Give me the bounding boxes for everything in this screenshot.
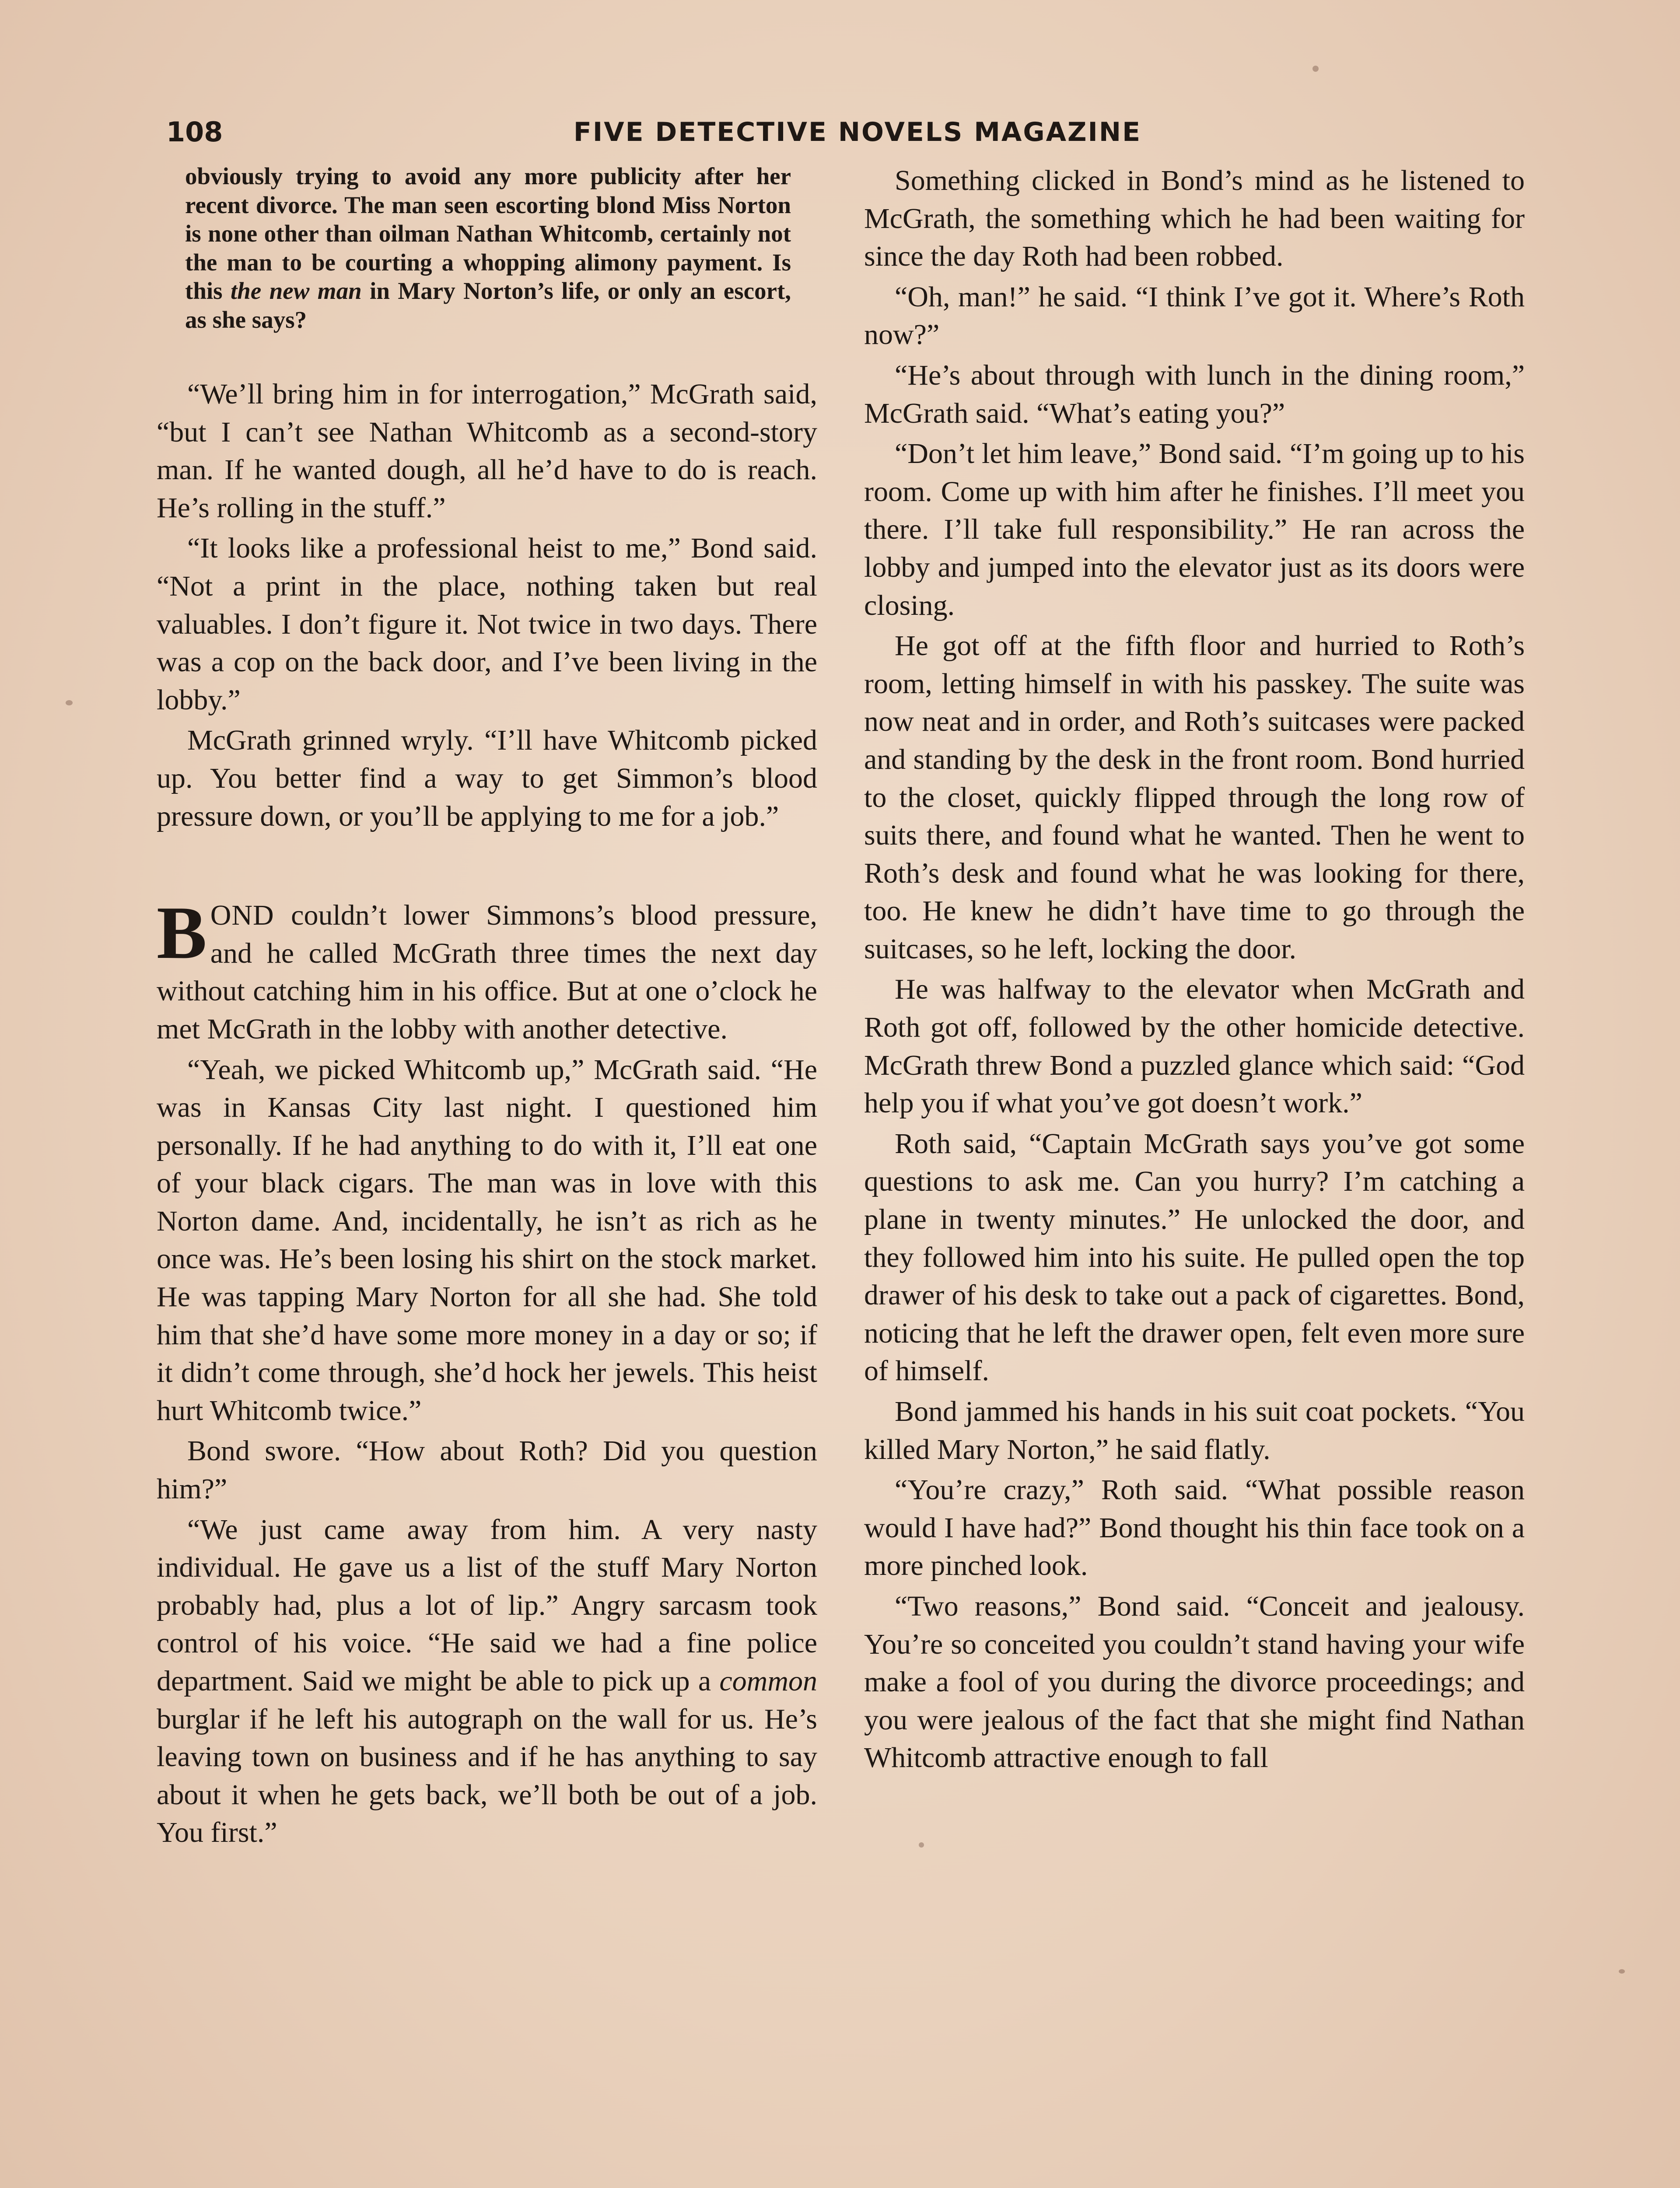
paper-speck bbox=[1619, 1969, 1625, 1974]
right-column bbox=[864, 162, 1525, 2184]
paragraph: “He’s about through with lunch in the dining room,” McGrath said. “What’s eating you?” bbox=[864, 359, 1525, 429]
paragraph-text-1: “We just came away from him. A very nasty individual. He gave us a list of the stuff Mary Norton probably had, plus a lot of lip.” Angry sarcasm took control of his voice. “He said we had a fine police department. Said we might be able to pick up a bbox=[157, 1513, 817, 1697]
paragraph: McGrath grinned wryly. “I’ll have Whitcomb picked up. You better find a way to get Simmon’s blood pressure down, or you’ll be applying to me for a job.” bbox=[157, 724, 817, 832]
paragraph: “It looks like a professional heist to me,” Bond said. “Not a print in the place, nothing taken but real valuables. I don’t figure it. Not twice in two days. There was a cop on the back door, and I’ve been living in the lobby.” bbox=[157, 532, 817, 716]
paper-speck bbox=[1312, 66, 1319, 72]
caption-italic-text: the new man bbox=[231, 277, 362, 304]
paragraph: “Oh, man!” he said. “I think I’ve got it. Where’s Roth now?” bbox=[864, 281, 1525, 351]
newspaper-clipping-caption bbox=[185, 162, 791, 334]
italic-word: common bbox=[719, 1665, 817, 1697]
paragraph: Bond swore. “How about Roth? Did you question him?” bbox=[157, 1435, 817, 1505]
paper-speck bbox=[66, 700, 73, 705]
paper-speck bbox=[919, 1842, 924, 1848]
section-opening-paragraph bbox=[157, 891, 817, 1048]
page-number: 108 bbox=[166, 116, 223, 148]
left-column bbox=[157, 162, 817, 2184]
paragraph: “Two reasons,” Bond said. “Conceit and jealousy. You’re so conceited you couldn’t stand having your wife make a fool of you during the divorce proceedings; and you were jealous of the fact that she might find Nathan Whitcomb attractive enough to fall bbox=[864, 1590, 1525, 1774]
paragraph bbox=[157, 1511, 817, 1852]
caption-text-1: obviously trying to avoid any more publicity after her recent divorce. The man seen escorting blond Miss Norton is none other than oilman Nathan Whitcomb, certainly not the man to be courting a whopping alimony payment. Is this bbox=[185, 163, 791, 304]
paragraph: He was halfway to the elevator when McGrath and Roth got off, followed by the other homicide detective. McGrath threw Bond a puzzled glance which said: “God help you if what you’ve got doesn’t work.” bbox=[864, 973, 1525, 1119]
paragraph: “Don’t let him leave,” Bond said. “I’m going up to his room. Come up with him after he finishes. I’ll meet you there. I’ll take full responsibility.” He ran across the lobby and jumped into the elevator just as its doors were closing. bbox=[864, 438, 1525, 621]
paragraph: Something clicked in Bond’s mind as he listened to McGrath, the something which he had been waiting for since the day Roth had been robbed. bbox=[864, 165, 1525, 273]
paragraph: “We’ll bring him in for interrogation,” McGrath said, “but I can’t see Nathan Whitcomb as a second-story man. If he wanted dough, all he’d have to do is reach. He’s rolling in the stuff.” bbox=[157, 378, 817, 524]
paragraph-text-2: burglar if he left his autograph on the wall for us. He’s leaving town on business and if he has anything to say about it when he gets back, we’ll both be out of a job. You first.” bbox=[157, 1703, 817, 1849]
page-header bbox=[166, 115, 1549, 150]
magazine-title: FIVE DETECTIVE NOVELS MAGAZINE bbox=[573, 117, 1142, 147]
paragraph: Roth said, “Captain McGrath says you’ve got some questions to ask me. Can you hurry? I’m catching a plane in twenty minutes.” He unlocked the door, and they followed him into his suite. He pulled open the top drawer of his desk to take out a pack of cigarettes. Bond, noticing that he left the drawer open, felt even more sure of himself. bbox=[864, 1127, 1525, 1387]
caption-text-2: in Mary Norton’s life, or only an escort, as she says? bbox=[185, 277, 791, 333]
paragraph-text: couldn’t lower Simmons’s blood pressure, and he called McGrath three times the next day without catching him in his office. But at one o’clock he met McGrath in the lobby with another detective. bbox=[157, 899, 817, 1045]
paragraph: “Yeah, we picked Whitcomb up,” McGrath said. “He was in Kansas City last night. I questioned him personally. If he had anything to do with it, I’ll eat one of your black cigars. The man was in love with this Norton dame. And, incidentally, he isn’t as rich as he once was. He’s been losing his shirt on the stock market. He was tapping Mary Norton for all she had. She told him that she’d have some more money in a day or so; if it didn’t come through, she’d hock her jewels. This heist hurt Whitcomb twice.” bbox=[157, 1053, 817, 1427]
paragraph: Bond jammed his hands in his suit coat pockets. “You killed Mary Norton,” he said flatly. bbox=[864, 1396, 1525, 1466]
drop-cap: B bbox=[157, 891, 207, 975]
paragraph: He got off at the fifth floor and hurried to Roth’s room, letting himself in with his passkey. The suite was now neat and in order, and Roth’s suitcases were packed and standing by the desk in the front room. Bond hurried to the closet, quickly flipped through the long row of suits there, and found what he wanted. Then he went to Roth’s desk and found what he was looking for there, too. He knew he didn’t have time to go through the suitcases, so he left, locking the door. bbox=[864, 630, 1525, 965]
paragraph: “You’re crazy,” Roth said. “What possible reason would I have had?” Bond thought his thin face took on a more pinched look. bbox=[864, 1474, 1525, 1582]
small-caps-lead: OND bbox=[210, 899, 274, 932]
